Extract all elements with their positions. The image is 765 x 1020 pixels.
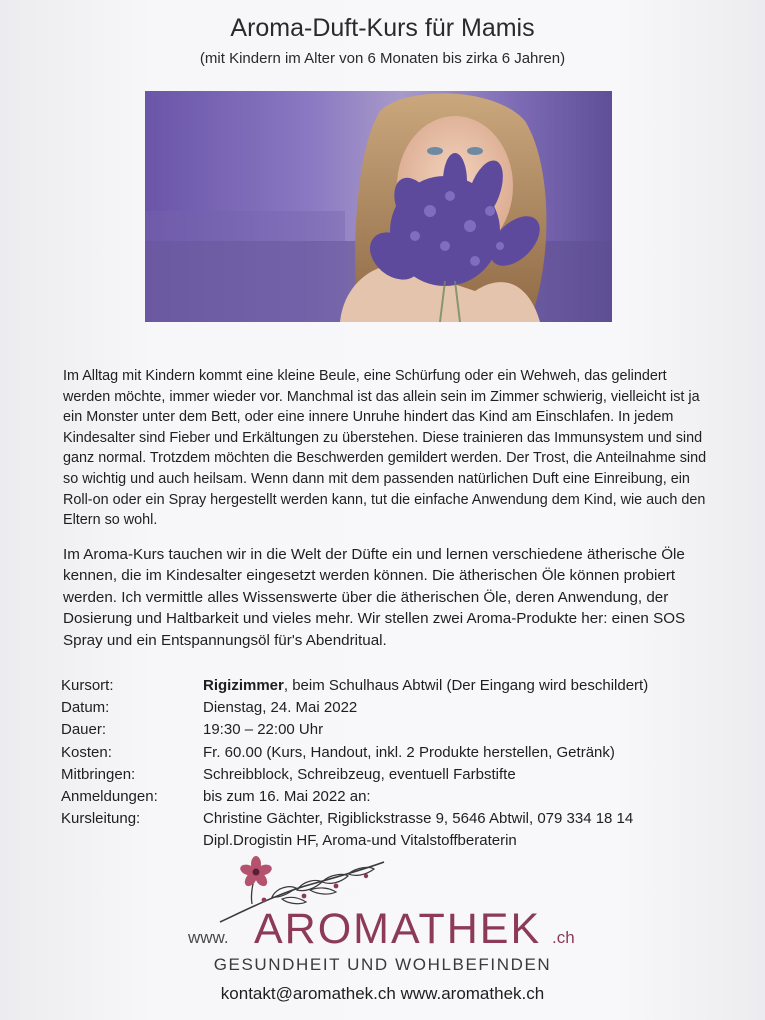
datum-value: Dienstag, 24. Mai 2022 [203, 699, 358, 717]
kursort-location: , beim Schulhaus Abtwil (Der Eingang wird beschildert) [283, 677, 649, 694]
anmeldungen-value: bis zum 16. Mai 2022 an: [203, 788, 371, 806]
detail-row-datum [61, 697, 721, 719]
photo-girl-lavender [145, 91, 612, 322]
contact-line: kontakt@aromathek.ch www.aromathek.ch [220, 984, 545, 1003]
mitbringen-label: Mitbringen: [61, 765, 136, 783]
anmeldungen-label: Anmeldungen: [61, 788, 158, 806]
detail-row-kursort [61, 675, 721, 697]
kursort-value [203, 675, 721, 697]
logo-www: www. [188, 928, 229, 947]
kosten-value: Fr. 60.00 (Kurs, Handout, inkl. 2 Produkte herstellen, Getränk) [203, 743, 615, 761]
course-description: Im Aroma-Kurs tauchen wir in die Welt der Düfte ein und lernen verschiedene ätherische Öle kennen, die im Kindesalter eingesetzt werden können. Die ätherischen Öle können probiert werden. Ich vermittle alles Wissenswerte über die ätherischen Öle, deren Anwendung, der Dosierung und Haltbarkeit und vieles mehr. Wir stellen zwei Aroma-Produkte her: einen SOS Spray und ein Entspannungsöl für's Abendritual. [63, 546, 686, 649]
intro-paragraph: Im Alltag mit Kindern kommt eine kleine Beule, eine Schürfung oder ein Wehweh, das gelindert werden möchte, immer wieder vor. Manchmal ist das allein sein im Zimmer schwierig, vielleicht ist ja ein Monster unter dem Bett, oder eine innere Unruhe hindert das Kind am Einschlafen. In jedem Kindesalter sind Fieber und Erkältungen zu überstehen. Diese trainieren das Immunsystem und sind ganz normal. Trotzdem möchten die Beschwerden gemildert werden. Der Trost, die Anteilnahme sind so wichtig und auch heilsam. Wenn dann mit dem passenden natürlichen Duft eine Einreibung, ein Roll-on oder ein Spray hergestellt werden kann, tut die einfache Anwendung dem Kind, wie auch den Eltern so wohl. [63, 368, 707, 529]
kursort-label: Kursort: [61, 677, 114, 694]
detail-row-kosten [61, 742, 721, 764]
kosten-label: Kosten: [61, 743, 112, 761]
detail-row-kursleitung-2 [61, 830, 721, 852]
course-details [61, 675, 721, 853]
logo-tagline: GESUNDHEIT UND WOHLBEFINDEN [213, 955, 552, 974]
dauer-value: 19:30 – 22:00 Uhr [203, 721, 324, 739]
kursleitung-label: Kursleitung: [61, 810, 141, 828]
detail-row-dauer [61, 719, 721, 741]
mitbringen-value: Schreibblock, Schreibzeug, eventuell Farbstifte [203, 765, 516, 783]
page-subtitle: (mit Kindern im Alter von 6 Monaten bis zirka 6 Jahren) [199, 50, 566, 67]
detail-row-mitbringen [61, 764, 721, 786]
dauer-label: Dauer: [61, 721, 107, 739]
logo-wordmark: AROMATHEK [254, 905, 542, 953]
kursleitung-value: Christine Gächter, Rigiblickstrasse 9, 5646 Abtwil, 079 334 18 14 [203, 810, 634, 828]
logo-tld: .ch [552, 928, 575, 947]
datum-label: Datum: [61, 699, 110, 717]
detail-row-anmeldungen [61, 786, 721, 808]
kursleitung-qualification: Dipl.Drogistin HF, Aroma-und Vitalstoffberaterin [203, 832, 517, 850]
kursort-room: Rigizimmer [203, 677, 284, 694]
page-title: Aroma-Duft-Kurs für Mamis [230, 14, 535, 42]
detail-row-kursleitung [61, 808, 721, 830]
